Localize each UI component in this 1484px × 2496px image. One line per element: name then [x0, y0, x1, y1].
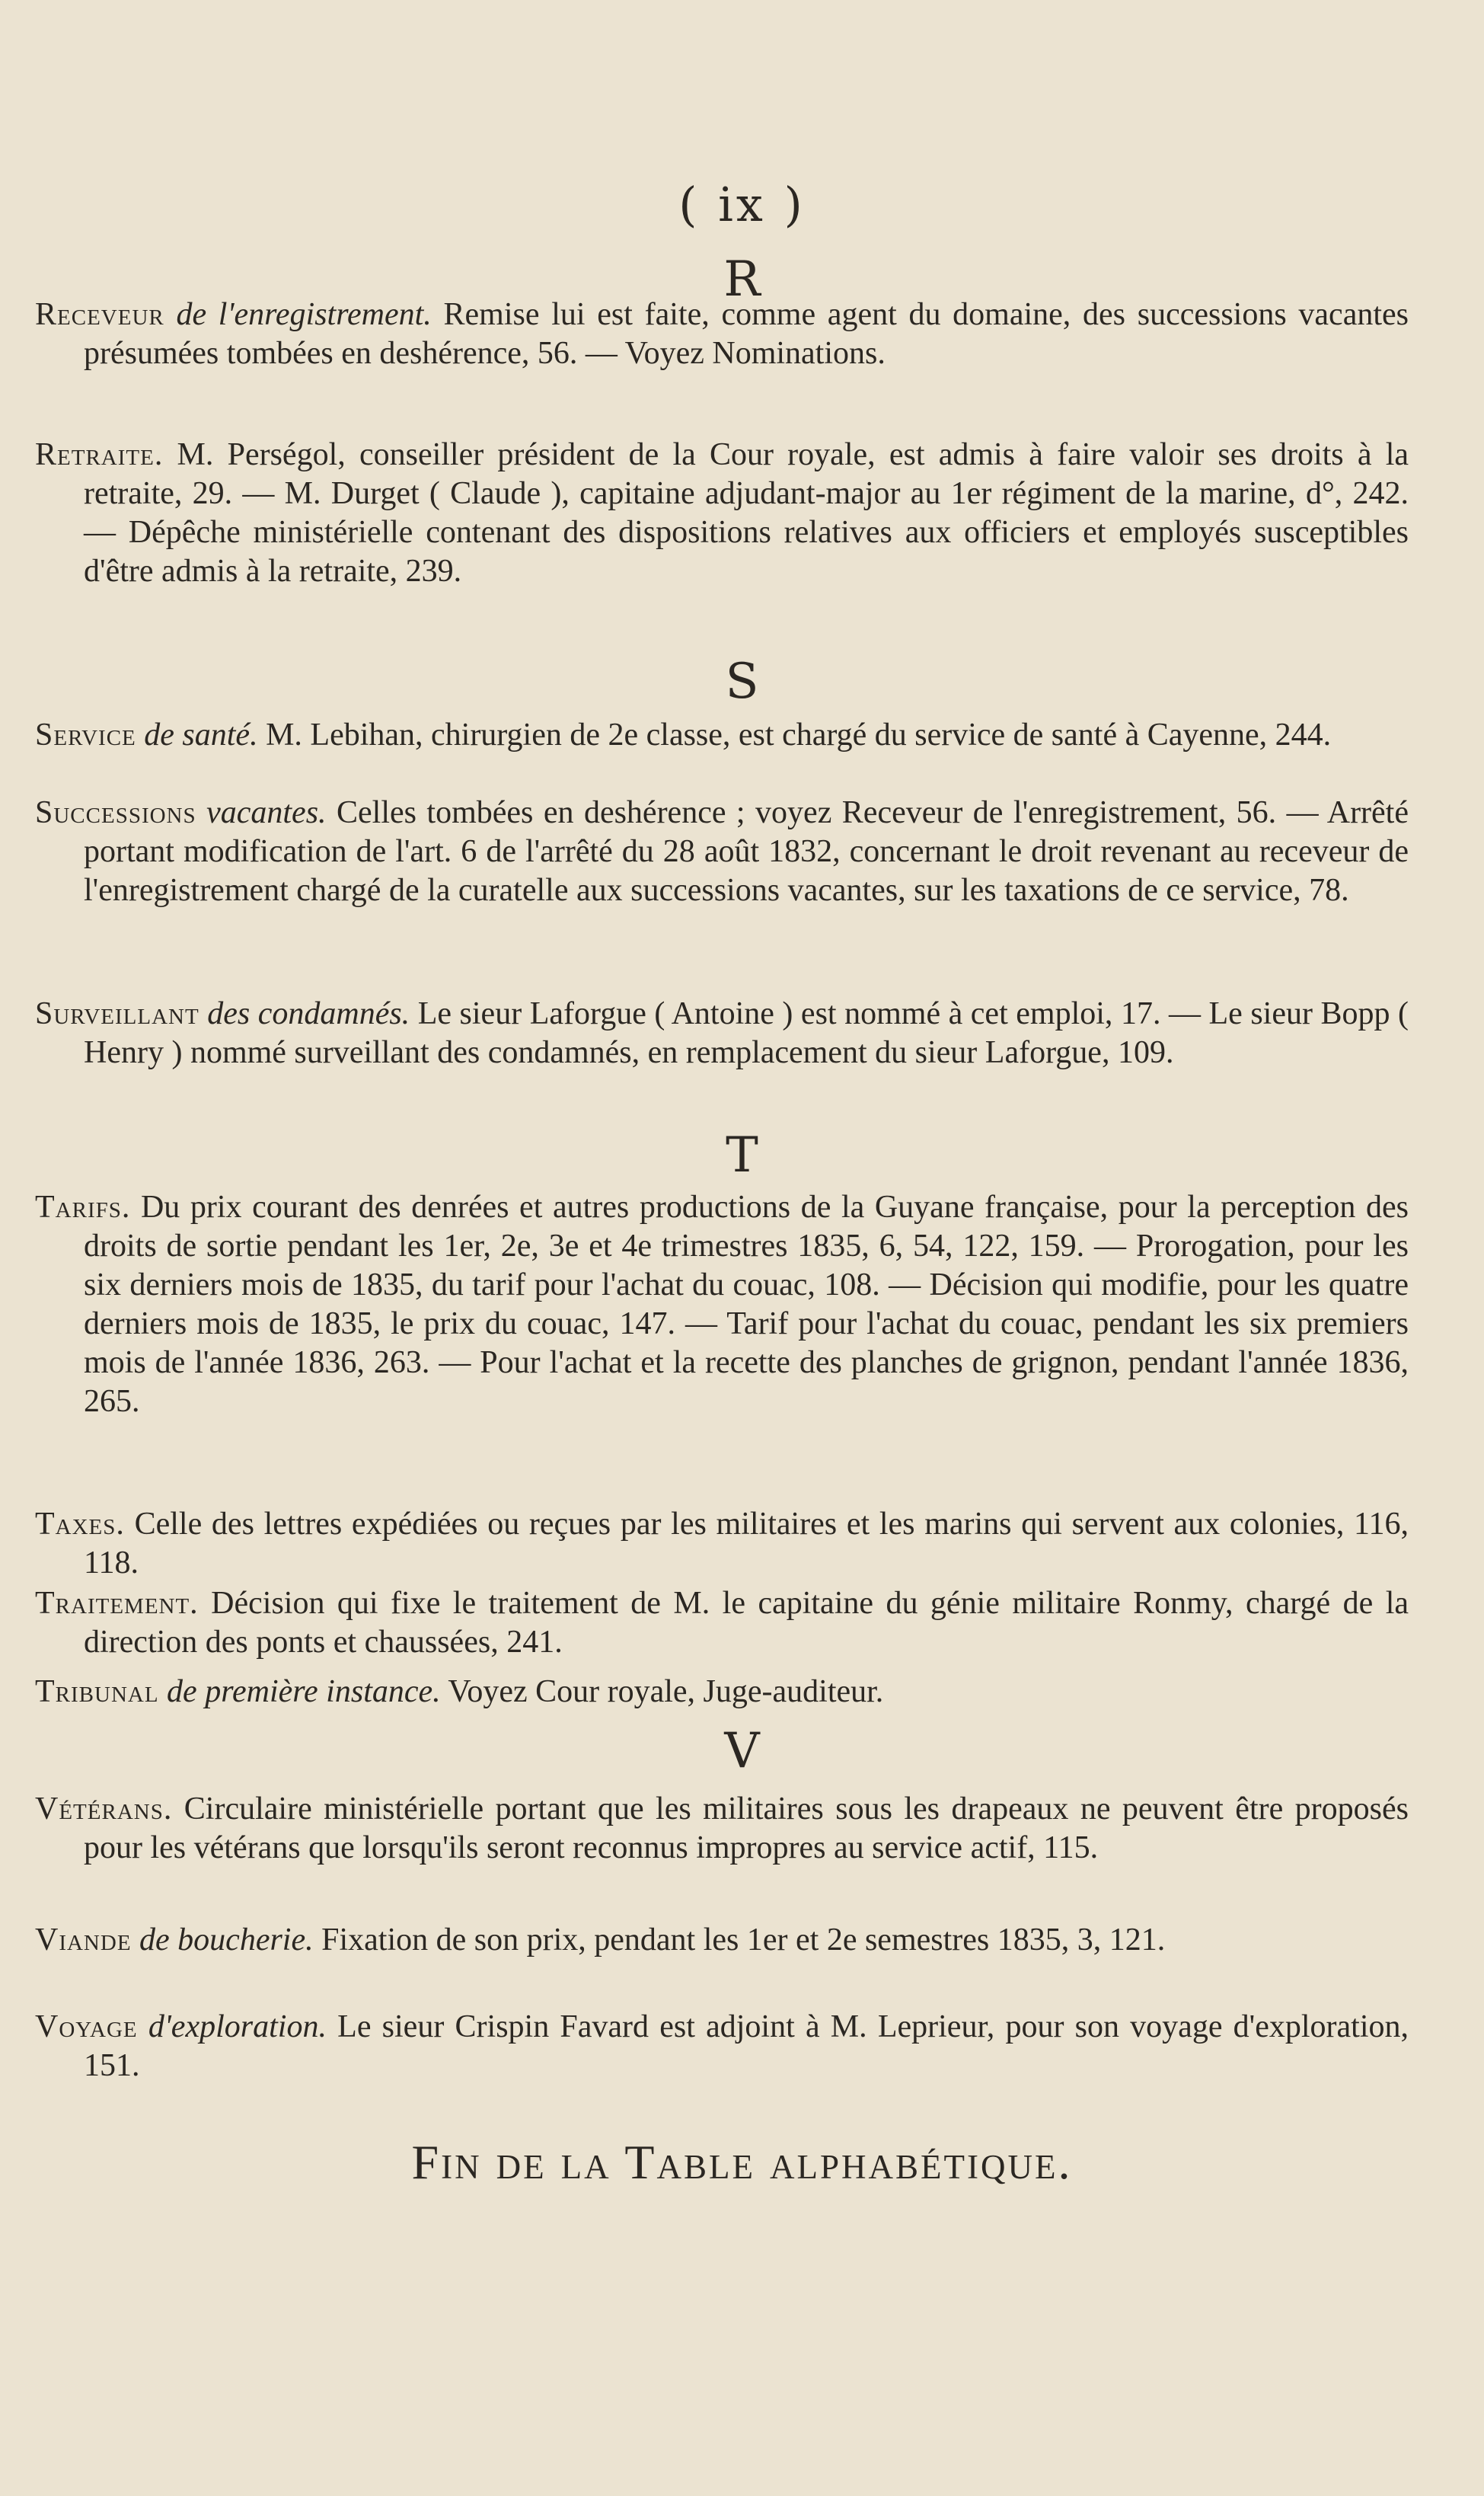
- index-entry: [35, 1188, 1409, 1421]
- entry-text: Fixation de son prix, pendant les 1er et 2e semestres 1835, 3, 121.: [321, 1922, 1166, 1957]
- page-number: ( ix ): [678, 177, 806, 232]
- closing-title: Fin de la Table alphabétique.: [411, 2135, 1073, 2189]
- entry-head: Voyage: [35, 2009, 138, 2044]
- entry-text: Celles tombées en deshérence ; voyez Receveur de l'enregistrement, 56. — Arrêté portant modification de l'art. 6 de l'arrêté du 28 août 1832, concernant le droit revenant au receveur de l'enregistrement chargé de la curatelle aux successions vacantes, sur les taxations de ce service, 78.: [84, 795, 1409, 908]
- index-entry: [35, 1505, 1409, 1583]
- index-entry: [35, 716, 1409, 755]
- index-entry: [35, 1921, 1409, 1960]
- entry-text: Voyez Cour royale, Juge-auditeur.: [448, 1674, 884, 1709]
- entry-sub: de l'enregistrement.: [176, 297, 432, 332]
- entry-head: Service: [35, 717, 136, 753]
- entry-head: Vétérans.: [35, 1791, 173, 1826]
- entry-sub: de boucherie.: [139, 1922, 314, 1957]
- entry-sub: des condamnés.: [207, 996, 410, 1031]
- entry-head: Tribunal: [35, 1674, 159, 1709]
- entry-head: Retraite.: [35, 437, 164, 472]
- entry-head: Successions: [35, 795, 196, 830]
- entry-head: Viande: [35, 1922, 132, 1957]
- section-letter-t: T: [726, 1127, 758, 1184]
- entry-text: Le sieur Laforgue ( Antoine ) est nommé à cet emploi, 17. — Le sieur Bopp ( Henry ) nommé surveillant des condamnés, en remplacement du sieur Laforgue, 109.: [84, 996, 1409, 1070]
- entry-head: Traitement.: [35, 1586, 199, 1621]
- entry-sub: de santé.: [144, 717, 258, 753]
- section-letter-s: S: [725, 654, 759, 710]
- entry-text: M. Perségol, conseiller président de la Cour royale, est admis à faire valoir ses droits à la retraite, 29. — M. Durget ( Claude ), capitaine adjudant-major au 1er régiment de la marine, d°, 242. — Dépêche ministérielle contenant des dispositions relatives aux officiers et employés susceptibles d'être admis à la retraite, 239.: [84, 437, 1409, 589]
- index-entry: [35, 296, 1409, 373]
- index-entry: [35, 2008, 1409, 2085]
- entry-text: M. Lebihan, chirurgien de 2e classe, est chargé du service de santé à Cayenne, 244.: [266, 717, 1332, 753]
- entry-head: Taxes.: [35, 1507, 125, 1542]
- entry-text: Celle des lettres expédiées ou reçues par les militaires et les marins qui servent aux colonies, 116, 118.: [84, 1507, 1409, 1580]
- entry-head: Surveillant: [35, 996, 199, 1031]
- index-entry: [35, 995, 1409, 1072]
- index-entry: [35, 1790, 1409, 1868]
- entry-text: Du prix courant des denrées et autres productions de la Guyane française, pour la perception des droits de sortie pendant les 1er, 2e, 3e et 4e trimestres 1835, 6, 54, 122, 159. — Prorogation, pour les six derniers mois de 1835, du tarif pour l'achat du couac, 108. — Décision qui modifie, pour les quatre derniers mois de 1835, le prix du couac, 147. — Tarif pour l'achat du couac, pendant les six premiers mois de l'année 1836, 263. — Pour l'achat et la recette des planches de grignon, pendant l'année 1836, 265.: [84, 1190, 1409, 1419]
- index-entry: [35, 1584, 1409, 1662]
- entry-head: Receveur: [35, 297, 164, 332]
- index-entry: [35, 1673, 1409, 1711]
- section-letter-r: R: [723, 251, 761, 308]
- entry-text: Le sieur Crispin Favard est adjoint à M. Leprieur, pour son voyage d'exploration, 151.: [84, 2009, 1409, 2083]
- index-entry: [35, 436, 1409, 591]
- entry-text: Circulaire ministérielle portant que les militaires sous les drapeaux ne peuvent être proposés pour les vétérans que lorsqu'ils seront reconnus impropres au service actif, 115.: [84, 1791, 1409, 1865]
- entry-text: Décision qui fixe le traitement de M. le capitaine du génie militaire Ronmy, chargé de la direction des ponts et chaussées, 241.: [84, 1586, 1409, 1660]
- section-letter-v: V: [724, 1723, 760, 1779]
- entry-sub: vacantes.: [206, 795, 327, 830]
- index-entry: [35, 794, 1409, 910]
- entry-sub: de première instance.: [167, 1674, 441, 1709]
- entry-head: Tarifs.: [35, 1190, 131, 1225]
- entry-text: Remise lui est faite, comme agent du domaine, des successions vacantes présumées tombées en deshérence, 56. — Voyez Nominations.: [84, 297, 1409, 371]
- entry-sub: d'exploration.: [148, 2009, 327, 2044]
